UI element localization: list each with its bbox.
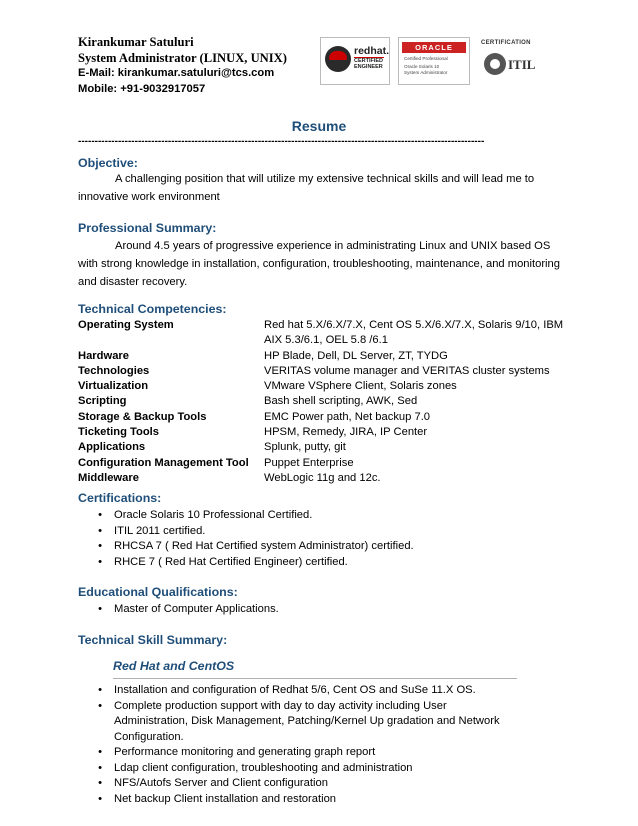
redhat-brand-text: redhat. [354, 45, 390, 57]
list-item: • Complete production support with day to day activity including User Administration, Disk Management, Patching/Kernel Up gradation and Network Configuration. [98, 699, 500, 743]
redhat-hat-icon [329, 51, 347, 60]
list-item: • Net backup Client installation and restoration [98, 792, 337, 805]
candidate-name: Kirankumar Satuluri [78, 35, 194, 49]
competency-row: Ticketing Tools HPSM, Remedy, JIRA, IP Center [78, 426, 428, 439]
education-list [78, 602, 514, 618]
competency-row: Storage & Backup Tools EMC Power path, Net backup 7.0 [78, 410, 431, 423]
contact-header [78, 35, 287, 97]
certifications-list [78, 508, 514, 570]
redhat-cert-text: CERTIFIED ENGINEER [354, 58, 384, 70]
list-item: • NFS/Autofs Server and Client configuration [98, 777, 328, 789]
education-heading: Educational Qualifications: [78, 585, 238, 599]
candidate-mobile: Mobile: +91-9032917057 [78, 82, 206, 95]
subheading-underline [113, 678, 517, 679]
skills-list [78, 683, 514, 807]
list-item: • RHCSA 7 ( Red Hat Certified system Administrator) certified. [98, 540, 414, 552]
competencies-heading: Technical Competencies: [78, 302, 227, 316]
candidate-email: E-Mail: kirankumar.satuluri@tcs.com [78, 67, 275, 79]
dashed-divider: -------------------------------------------------------------------------------------------------------------------------- [78, 137, 485, 147]
list-item: • Ldap client configuration, troubleshooting and administration [98, 761, 413, 774]
competency-row: Hardware HP Blade, Dell, DL Server, ZT, TYDG [78, 349, 448, 362]
candidate-title: System Administrator (LINUX, UNIX) [78, 50, 287, 65]
competency-row: Virtualization VMware VSphere Client, Solaris zones [78, 380, 457, 393]
competency-row: Operating System Red hat 5.X/6.X/7.X, Cent OS 5.X/6.X/7.X, Solaris 9/10, IBM AIX 5.3/6.1, OEL 5.8 /6.1 [78, 319, 564, 347]
list-item: • Installation and configuration of Redhat 5/6, Cent OS and SuSe 11.X OS. [98, 684, 476, 696]
redhat-certified-logo [320, 37, 390, 85]
itil-brand-text: ITIL [508, 57, 536, 72]
competencies-table [78, 318, 568, 486]
objective-heading: Objective: [78, 156, 138, 170]
itil-certification-logo [478, 37, 538, 83]
oracle-line-1: Certified Professional [404, 56, 448, 61]
objective-text: A challenging position that will utilize my extensive technical skills and will lead me to innovative work environment [78, 173, 535, 203]
list-item: • Performance monitoring and generating graph report [98, 746, 376, 758]
oracle-line-3: System Administrator [404, 70, 448, 75]
oracle-line-2: Oracle Solaris 10 [404, 64, 440, 69]
skills-subheading: Red Hat and CentOS [113, 659, 235, 673]
competency-row: Scripting Bash shell scripting, AWK, Sed [78, 395, 418, 408]
list-item: • Oracle Solaris 10 Professional Certified. [98, 509, 313, 521]
resume-title: Resume [291, 118, 347, 134]
summary-text: Around 4.5 years of progressive experience in administrating Linux and UNIX based OS with strong knowledge in installation, configuration, troubleshooting, maintenance, and monitoring and disaster recovery. [78, 240, 560, 288]
certifications-heading: Certifications: [78, 491, 162, 505]
oracle-brand-text: ORACLE [402, 42, 466, 53]
list-item: • ITIL 2011 certified. [98, 524, 206, 537]
summary-heading: Professional Summary: [78, 221, 217, 235]
competency-row: Technologies VERITAS volume manager and VERITAS cluster systems [78, 364, 550, 377]
skills-heading: Technical Skill Summary: [78, 633, 228, 647]
itil-gear-icon [484, 53, 506, 75]
competency-row: Middleware WebLogic 11g and 12c. [78, 471, 381, 484]
list-item: • RHCE 7 ( Red Hat Certified Engineer) certified. [98, 555, 348, 568]
competency-row: Applications Splunk, putty, git [78, 441, 346, 454]
oracle-certified-logo [398, 37, 470, 85]
itil-caption: CERTIFICATION [481, 40, 531, 46]
list-item: • Master of Computer Applications. [98, 603, 279, 615]
competency-row: Configuration Management Tool Puppet Enterprise [78, 456, 354, 469]
